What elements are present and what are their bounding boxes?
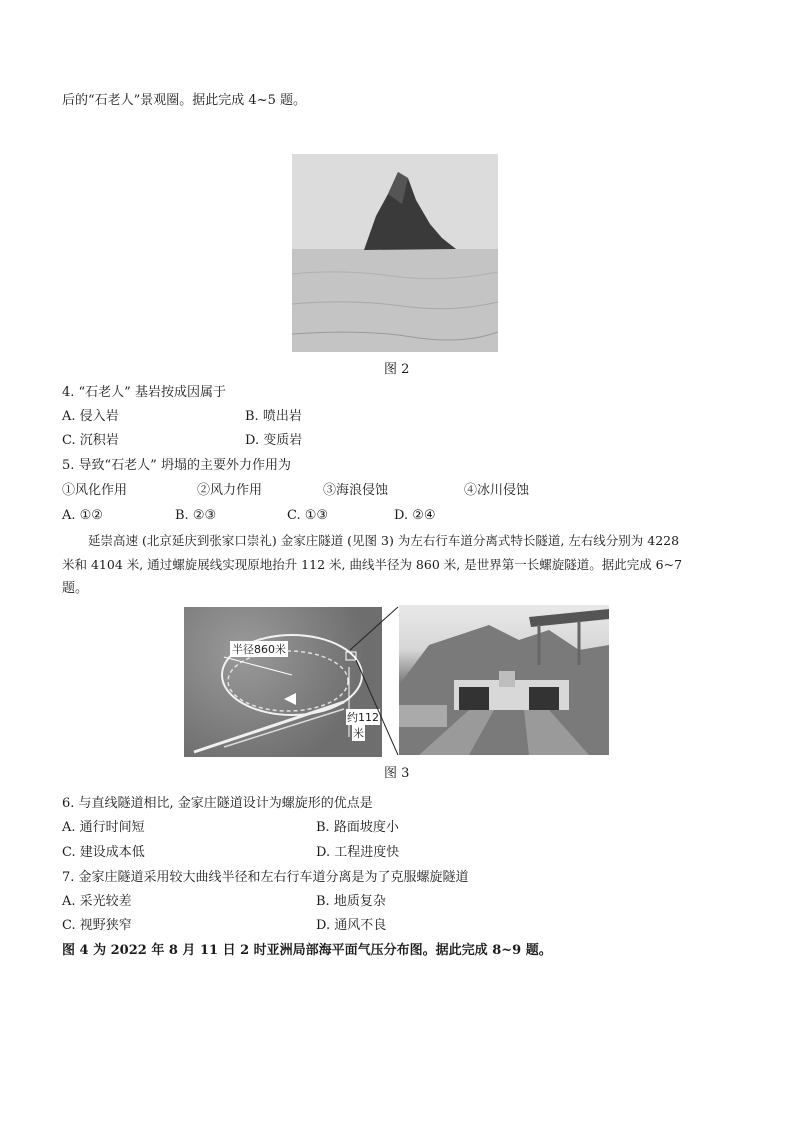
q7-option-b[interactable]: B. 地质复杂 xyxy=(316,894,386,909)
q6-option-d[interactable]: D. 工程进度快 xyxy=(316,845,400,860)
q5-option-b[interactable]: B. ②③ xyxy=(175,508,217,523)
q5-item-1: ①风化作用 xyxy=(62,483,128,498)
figure-3-caption: 图 3 xyxy=(384,766,410,781)
figure-3-photo xyxy=(399,605,609,755)
q5-item-2: ②风力作用 xyxy=(197,483,263,498)
q7-option-c[interactable]: C. 视野狭窄 xyxy=(62,918,132,933)
q4-option-a[interactable]: A. 侵入岩 xyxy=(62,409,119,424)
q5-option-c[interactable]: C. ①③ xyxy=(287,508,329,523)
q7-stem: 7. 金家庄隧道采用较大曲线半径和左右行车道分离是为了克服螺旋隧道 xyxy=(62,870,469,885)
passage-line-3: 题。 xyxy=(62,581,89,596)
q5-option-d[interactable]: D. ②④ xyxy=(394,508,436,523)
rise-label-2: 米 xyxy=(353,727,364,740)
q4-option-b[interactable]: B. 喷出岩 xyxy=(245,409,302,424)
q7-option-d[interactable]: D. 通风不良 xyxy=(316,918,387,933)
q7-option-a[interactable]: A. 采光较差 xyxy=(62,894,132,909)
sea-rock-illustration xyxy=(292,154,498,352)
figure-4-intro: 图 4 为 2022 年 8 月 11 日 2 时亚洲局部海平面气压分布图。据此完成 8~9 题。 xyxy=(62,943,552,958)
rise-label-1: 约112 xyxy=(347,711,379,724)
q5-item-3: ③海浪侵蚀 xyxy=(323,483,389,498)
intro-line: 后的“石老人”景观圈。据此完成 4~5 题。 xyxy=(62,93,306,108)
q5-stem: 5. 导致“石老人” 坍塌的主要外力作用为 xyxy=(62,458,291,473)
q4-stem: 4. “石老人” 基岩按成因属于 xyxy=(62,385,226,400)
q4-option-d[interactable]: D. 变质岩 xyxy=(245,433,303,448)
figure-2-photo xyxy=(292,154,498,352)
radius-label: 半径860米 xyxy=(232,643,286,656)
q6-option-b[interactable]: B. 路面坡度小 xyxy=(316,820,399,835)
q5-item-4: ④冰川侵蚀 xyxy=(464,483,530,498)
figure-2-caption: 图 2 xyxy=(384,362,410,377)
passage-line-2: 米和 4104 米, 通过螺旋展线实现原地抬升 112 米, 曲线半径为 860 米, 是世界第一长螺旋隧道。据此完成 6~7 xyxy=(62,557,683,572)
q6-option-c[interactable]: C. 建设成本低 xyxy=(62,845,145,860)
q4-option-c[interactable]: C. 沉积岩 xyxy=(62,433,119,448)
q6-stem: 6. 与直线隧道相比, 金家庄隧道设计为螺旋形的优点是 xyxy=(62,796,373,811)
tunnel-entrance-illustration xyxy=(399,605,609,755)
passage-line-1: 延崇高速 (北京延庆到张家口崇礼) 金家庄隧道 (见图 3) 为左右行车道分离式特长隧道, 左右线分别为 4228 xyxy=(88,533,680,548)
q5-option-a[interactable]: A. ①② xyxy=(62,508,103,523)
figure-3-connector xyxy=(350,605,402,760)
q6-option-a[interactable]: A. 通行时间短 xyxy=(62,820,145,835)
